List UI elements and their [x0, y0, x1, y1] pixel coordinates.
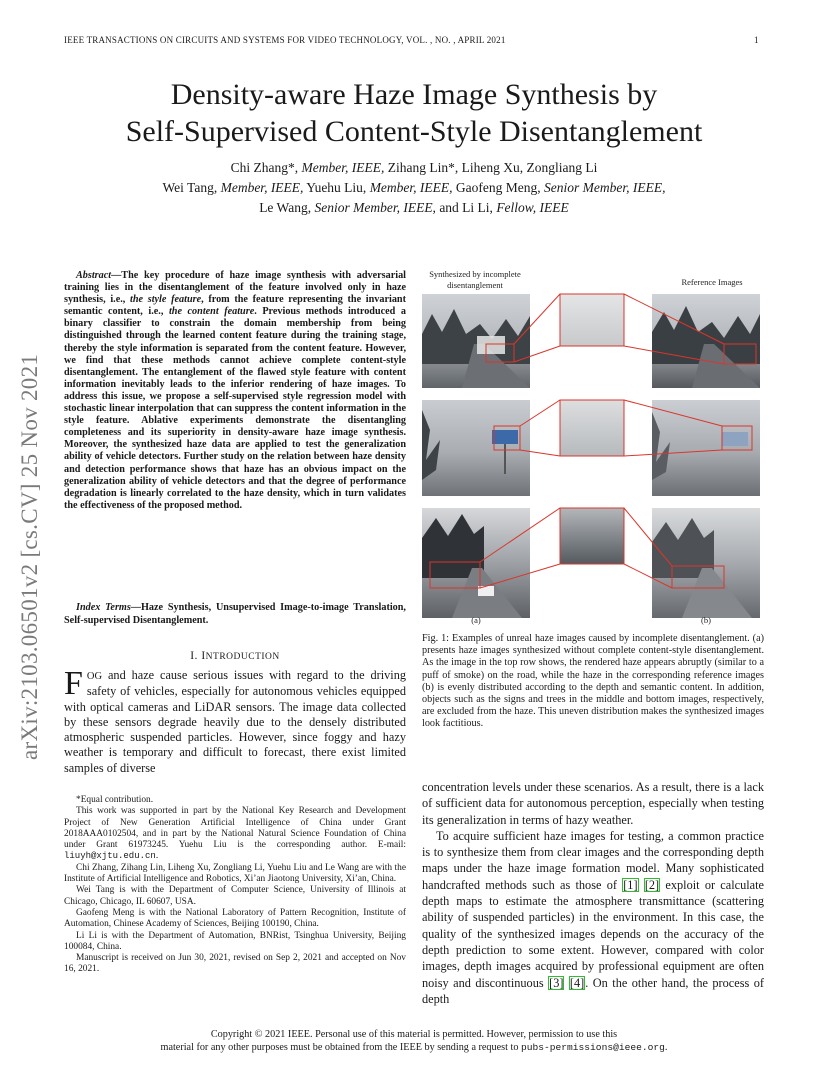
figure-left-label: Synthesized by incomplete disentanglement: [429, 269, 521, 290]
author-list: [60, 158, 768, 218]
permissions-email[interactable]: pubs-permissions@ieee.org: [520, 1042, 665, 1053]
abstract-heading: Abstract: [76, 270, 112, 281]
author-name: Gaofeng Meng,: [452, 180, 545, 195]
highlight-box: [430, 562, 480, 588]
author-affiliation: Fellow, IEEE: [496, 200, 569, 215]
paragraph-text: To acquire sufficient haze images for testing, a common practice is to synthesize them from clear images and the corresponding depth maps under the haze image formation model. Many sophisticated handcrafted methods such as those of: [422, 828, 764, 892]
citation-link[interactable]: [2]: [644, 877, 660, 892]
abstract-text: —The key procedure of haze image synthesis with adversarial training lies in the disentanglement of the feature involved only in haze synthesis, i.e.,: [64, 270, 406, 306]
highlight-box: [494, 426, 520, 450]
highlight-box: [672, 566, 724, 588]
footnote-funding: [64, 806, 406, 862]
section-heading: [64, 650, 406, 662]
title-line-2: Self-Supervised Content-Style Disentanglement: [125, 115, 703, 148]
index-terms: [64, 602, 406, 627]
right-column-text: [422, 779, 764, 1007]
paragraph-synthesis: [422, 828, 764, 1007]
section-number: I.: [190, 650, 202, 662]
author-name: and Li Li,: [435, 200, 497, 215]
subfigure-label-b: (b): [701, 615, 711, 625]
connector-line: [624, 508, 672, 566]
author-name: Zihang Lin*, Liheng Xu, Zongliang Li: [384, 160, 598, 175]
connector-line: [624, 294, 724, 344]
connector-line: [624, 564, 672, 588]
copyright-text: material for any other purposes must be obtained from the IEEE by sending a request to: [160, 1042, 521, 1053]
corresponding-email: liuyh@xjtu.edu.cn: [64, 851, 156, 862]
paper-title: [60, 76, 768, 150]
highlight-overlay: [422, 266, 764, 628]
highlight-box: [560, 508, 624, 564]
citation-link[interactable]: [3]: [549, 975, 564, 990]
highlight-box: [722, 426, 752, 450]
figure-1: [422, 266, 764, 628]
connector-line: [624, 450, 722, 456]
author-line-1: [60, 158, 768, 178]
section-title-initial: I: [201, 650, 206, 662]
author-line-3: [60, 198, 768, 218]
author-affiliation: Member, IEEE,: [369, 180, 453, 195]
arxiv-stamp: arXiv:2103.06501v2 [cs.CV] 25 Nov 2021: [17, 353, 42, 760]
connector-line: [520, 400, 560, 426]
author-line-2: [60, 178, 768, 198]
subfigure-label-a: (a): [471, 615, 481, 625]
paragraph-text: . On the other hand, the process of depth: [422, 975, 764, 1006]
copyright-punct: .: [664, 1042, 668, 1053]
intro-smallcaps: OG: [86, 671, 103, 682]
connector-line: [624, 400, 722, 426]
footnote-affiliation-uic: Wei Tang is with the Department of Computer Science, University of Illinois at Chicago, Chicago, IL 60607, USA.: [64, 885, 406, 907]
figure-caption: Fig. 1: Examples of unreal haze images caused by incomplete disentanglement. (a) presents haze images synthesized without complete content-style disentanglement. As the image in the top row shows, the rendered haze appears abruptly (similar to a puff of smoke) on the road, while the haze in the corresponding reference images (b) is evenly distributed according to the depth and semantic content. In addition, objects such as the signs and trees in the middle and bottom images, respectively, are excluded from the haze. This uneven distribution makes the synthesized images look factitious.: [422, 633, 764, 730]
author-affiliation: Member, IEEE,: [220, 180, 304, 195]
highlight-box: [724, 344, 756, 364]
author-name: Le Wang,: [259, 200, 315, 215]
copyright-line-1: Copyright © 2021 IEEE. Personal use of this material is permitted. However, permission to use this: [210, 1029, 618, 1040]
highlight-box: [560, 400, 624, 456]
footnotes: [64, 795, 406, 976]
author-affiliation: Senior Member, IEEE,: [314, 200, 436, 215]
author-affiliation: Senior Member, IEEE,: [544, 180, 666, 195]
paragraph-text: exploit or calculate depth maps to estimate the atmosphere transmittance (scattering ability of suspended particles) in the environment. In this case, the quality of the synthesized images depends on the accuracy of the depth prediction to some extent. However, compared with color images, depth images acquired by professional equipment are often noisy and discontinuous: [422, 877, 764, 990]
footnote-affiliation-tsinghua: Li Li is with the Department of Automation, BNRist, Tsinghua University, Beijing 100084, China.: [64, 930, 406, 952]
author-name: Chi Zhang*,: [230, 160, 302, 175]
connector-line: [514, 294, 560, 344]
paragraph-continuation: concentration levels under these scenarios. As a result, there is a lack of sufficient data for autonomous perception, especially when testing its generalization in terms of hazy weather.: [422, 780, 764, 827]
running-header: IEEE TRANSACTIONS ON CIRCUITS AND SYSTEMS FOR VIDEO TECHNOLOGY, VOL. , NO. , APRIL 2021: [64, 35, 506, 45]
footnote-affiliation-cas: Gaofeng Meng is with the National Laboratory of Pattern Recognition, Institute of Automation, Chinese Academy of Sciences, Beijing 100190, China.: [64, 907, 406, 930]
abstract-text: , from the feature representing the invariant semantic content, i.e.,: [64, 294, 406, 318]
highlight-box: [560, 294, 624, 346]
copyright-line-2: [64, 1041, 764, 1054]
footnote-punct: .: [155, 851, 159, 862]
citation-link[interactable]: [1]: [623, 877, 638, 892]
section-title-rest: NTRODUCTION: [205, 652, 280, 662]
highlight-box: [486, 344, 514, 362]
abstract: [64, 270, 406, 512]
intro-paragraph: [64, 665, 406, 776]
footnote-affiliation-xjtu: Chi Zhang, Zihang Lin, Liheng Xu, Zongliang Li, Yuehu Liu and Le Wang are with the Institute of Artificial Intelligence and Robotics, Xi’an Jiaotong University, Xi’an, China.: [64, 862, 406, 885]
title-line-1: Density-aware Haze Image Synthesis by: [170, 78, 658, 111]
figure-right-label: Reference Images: [681, 277, 743, 287]
connector-line: [480, 508, 560, 562]
connector-line: [480, 564, 560, 588]
drop-cap: F: [64, 665, 83, 702]
author-affiliation: Member, IEEE,: [301, 160, 385, 175]
abstract-text: . Previous methods introduced a binary classifier to constrain the domain membership from being distinguished through the learned content feature during the training stage, thereby the style information is separated from the content feature. However, we find that these methods cannot achieve complete content-style disentanglement. The entanglement of the flawed style feature with content information inevitably leads to the inferior rendering of haze images. To address this issue, we propose a self-supervised style regression model with stochastic linear interpolation that can suppress the content information in the style feature. Ablative experiments demonstrate the disentangling completeness and its superiority in density-aware haze image synthesis. Moreover, the synthesized haze data are applied to test the generalization ability of vehicle detectors. Further study on the relation between haze density and detection performance shows that haze has an obvious impact on the generalization ability of vehicle detectors and that the degree of performance degradation is linearly correlated to the haze density, which in turn validates the effectiveness of the proposed method.: [64, 306, 406, 511]
connector-line: [514, 346, 560, 362]
index-terms-heading: Index Terms: [76, 602, 131, 613]
footnote-manuscript-dates: Manuscript is received on Jun 30, 2021, revised on Sep 2, 2021 and accepted on Nov 16, 2021.: [64, 953, 406, 975]
intro-text: and haze cause serious issues with regard to the driving safety of vehicles, especially for autonomous vehicles equipped with optical cameras and LiDAR sensors. The image data collected by these sensors degrade heavily due to the densely distributed atmospheric suspended particles. However, since foggy and hazy weather is temporary and difficult to forecast, there exist limited samples of diverse: [64, 668, 406, 775]
connector-line: [520, 450, 560, 456]
abstract-emphasis: the content feature: [168, 306, 255, 318]
copyright-notice: [64, 1028, 764, 1054]
index-terms-text: —Haze Synthesis, Unsupervised Image-to-image Translation, Self-supervised Disentanglement.: [64, 602, 406, 626]
author-name: Yuehu Liu,: [303, 180, 370, 195]
citation-link[interactable]: [4]: [569, 975, 585, 990]
footnote-funding-text: This work was supported in part by the National Key Research and Development Project of New Generation Artificial Intelligence of China under Grant 2018AAA0102504, and in part by the National Natural Science Foundation of China under Grant 61973245. Yuehu Liu is the corresponding author. E-mail:: [64, 806, 406, 851]
abstract-emphasis: the style feature: [130, 294, 202, 306]
author-name: Wei Tang,: [162, 180, 221, 195]
page-number: 1: [754, 35, 759, 45]
connector-line: [624, 346, 724, 364]
footnote-equal-contribution: *Equal contribution.: [76, 795, 154, 805]
